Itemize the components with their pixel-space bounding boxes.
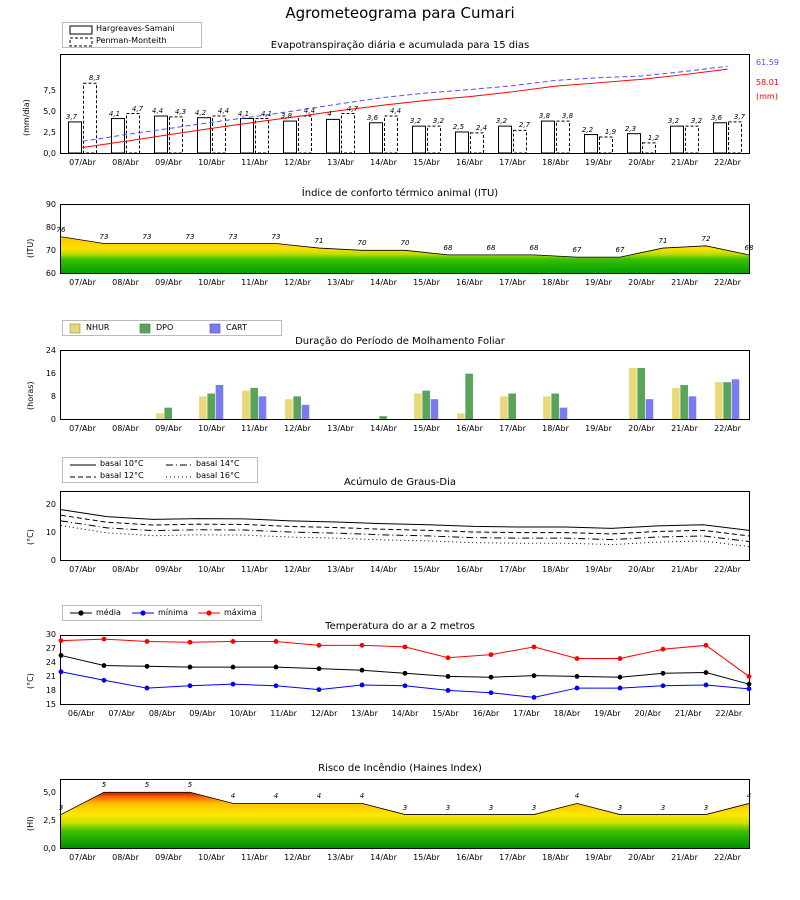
evapo-bar-label-penman: 8,3 — [88, 74, 101, 83]
itu-point-label: 76 — [56, 225, 66, 234]
incendio-ylabel: (HI) — [26, 816, 35, 831]
x-tick-label: 19/Abr — [585, 565, 612, 574]
x-tick-label: 11/Abr — [241, 158, 268, 167]
evapo-bar-label-penman: 2,7 — [518, 121, 531, 130]
evapo-bar-label-penman: 3,2 — [432, 117, 445, 126]
evapo-bar-label-penman: 4,7 — [346, 104, 359, 113]
molhamento-ytick-1: 8 — [50, 392, 56, 401]
incendio-svg — [0, 755, 800, 885]
itu-ytick-2: 80 — [45, 223, 56, 232]
x-tick-label: 20/Abr — [628, 278, 655, 287]
x-tick-label: 07/Abr — [69, 158, 96, 167]
evapo-bar-label-penman: 4,1 — [260, 109, 273, 118]
incendio-ytick-1: 2,5 — [43, 816, 56, 825]
itu-point-label: 68 — [443, 243, 453, 252]
x-tick-label: 17/Abr — [499, 158, 526, 167]
evapo-accum-penman: 61.59 — [756, 58, 779, 67]
x-tick-label: 16/Abr — [456, 158, 483, 167]
x-tick-label: 16/Abr — [456, 424, 483, 433]
x-tick-label: 07/Abr — [69, 278, 96, 287]
molhamento-legend-label-0: NHUR — [86, 323, 110, 332]
incendio-point-label: 3 — [445, 803, 451, 812]
incendio-point-label: 3 — [402, 803, 408, 812]
x-tick-label: 09/Abr — [155, 424, 182, 433]
evapo-bar-label-penman: 4,4 — [389, 107, 402, 116]
x-tick-label: 12/Abr — [284, 158, 311, 167]
incendio-point-label: 4 — [230, 792, 236, 801]
x-tick-label: 18/Abr — [542, 278, 569, 287]
graus-ytick-2: 20 — [45, 500, 56, 509]
molhamento-legend-label-2: CART — [226, 323, 247, 332]
temp-ytick-4: 27 — [45, 644, 56, 653]
panel-molhamento — [0, 318, 800, 438]
temp-ytick-1: 18 — [45, 686, 56, 695]
evapo-title: Evapotranspiração diária e acumulada para 15 dias — [270, 40, 530, 51]
x-tick-label: 08/Abr — [112, 853, 139, 862]
x-tick-label: 15/Abr — [432, 709, 459, 718]
evapo-bar-label-penman: 3,7 — [733, 112, 746, 121]
x-tick-label: 08/Abr — [112, 278, 139, 287]
incendio-point-label: 5 — [144, 781, 150, 790]
evapo-bar-label-penman: 3,2 — [690, 117, 703, 126]
itu-point-label: 73 — [185, 232, 195, 241]
x-tick-label: 22/Abr — [714, 158, 741, 167]
x-tick-label: 10/Abr — [198, 158, 225, 167]
temp-title: Temperatura do ar a 2 metros — [325, 621, 475, 632]
evapo-bar-label-hargreaves: 4,2 — [194, 108, 207, 117]
incendio-point-label: 3 — [488, 803, 494, 812]
graus-legend-symbols — [62, 457, 282, 487]
x-tick-label: 14/Abr — [391, 709, 419, 718]
x-tick-label: 11/Abr — [241, 853, 268, 862]
x-tick-label: 11/Abr — [241, 424, 268, 433]
x-tick-label: 20/Abr — [628, 565, 655, 574]
x-tick-label: 08/Abr — [112, 565, 139, 574]
x-tick-label: 22/Abr — [714, 565, 741, 574]
incendio-point-label: 4 — [316, 792, 322, 801]
x-tick-label: 21/Abr — [671, 158, 698, 167]
incendio-ytick-2: 5,0 — [43, 788, 56, 797]
evapo-bar-label-hargreaves: 3,2 — [667, 117, 680, 126]
incendio-point-label: 3 — [617, 803, 623, 812]
incendio-point-label: 4 — [359, 792, 365, 801]
x-tick-label: 18/Abr — [542, 565, 569, 574]
incendio-point-label: 3 — [531, 803, 537, 812]
x-tick-label: 19/Abr — [585, 278, 612, 287]
evapo-bar-label-penman: 1,9 — [604, 128, 617, 137]
x-tick-label: 14/Abr — [370, 278, 397, 287]
x-tick-label: 19/Abr — [585, 158, 612, 167]
x-tick-label: 18/Abr — [542, 424, 569, 433]
x-tick-label: 21/Abr — [671, 278, 698, 287]
x-tick-label: 11/Abr — [270, 709, 297, 718]
molhamento-title: Duração do Período de Molhamento Foliar — [295, 336, 505, 347]
evapo-bar-label-hargreaves: 4,1 — [237, 109, 250, 118]
incendio-point-label: 3 — [660, 803, 666, 812]
x-tick-label: 22/Abr — [715, 709, 743, 718]
evapo-legend-label-0: Hargreaves-Samani — [96, 24, 175, 33]
evapo-bar-label-hargreaves: 4 — [327, 110, 332, 119]
incendio-point-label: 4 — [574, 792, 580, 801]
panel-itu — [0, 188, 800, 298]
x-tick-label: 12/Abr — [284, 853, 311, 862]
temp-legend-label-0: média — [96, 608, 121, 617]
incendio-point-label: 3 — [58, 803, 64, 812]
x-tick-label: 10/Abr — [198, 424, 225, 433]
x-tick-label: 15/Abr — [413, 424, 440, 433]
graus-ytick-1: 10 — [45, 528, 56, 537]
x-tick-label: 11/Abr — [241, 278, 268, 287]
x-tick-label: 13/Abr — [327, 278, 354, 287]
temp-ytick-2: 21 — [45, 672, 56, 681]
x-tick-label: 19/Abr — [585, 853, 612, 862]
x-tick-label: 18/Abr — [542, 158, 569, 167]
itu-point-label: 70 — [400, 239, 410, 248]
evapo-bar-label-hargreaves: 2,3 — [624, 124, 637, 133]
incendio-point-label: 3 — [703, 803, 709, 812]
evapo-bar-label-penman: 4,7 — [131, 104, 144, 113]
itu-point-label: 71 — [658, 237, 668, 246]
x-tick-label: 14/Abr — [370, 158, 397, 167]
itu-point-label: 68 — [529, 243, 539, 252]
x-tick-label: 10/Abr — [229, 709, 257, 718]
x-tick-label: 21/Abr — [671, 424, 698, 433]
molhamento-ylabel: (horas) — [26, 381, 35, 410]
temp-legend-label-2: máxima — [224, 608, 257, 617]
x-tick-label: 07/Abr — [69, 565, 96, 574]
incendio-point-label: 5 — [187, 781, 193, 790]
itu-ylabel: (ITU) — [26, 238, 35, 258]
itu-point-label: 68 — [744, 243, 754, 252]
x-tick-label: 21/Abr — [671, 565, 698, 574]
incendio-ytick-0: 0,0 — [43, 844, 56, 853]
panel-graus-dia — [0, 455, 800, 585]
incendio-point-label: 5 — [101, 781, 107, 790]
temp-ytick-5: 30 — [45, 630, 56, 639]
itu-point-label: 67 — [615, 246, 625, 255]
molhamento-legend-label-1: DPO — [156, 323, 174, 332]
x-tick-label: 16/Abr — [456, 565, 483, 574]
evapo-accum-hargreaves: 58.01 — [756, 78, 779, 87]
x-tick-label: 07/Abr — [69, 853, 96, 862]
x-tick-label: 17/Abr — [499, 565, 526, 574]
panel-incendio — [0, 755, 800, 885]
x-tick-label: 19/Abr — [585, 424, 612, 433]
evapo-bar-label-hargreaves: 3,8 — [280, 112, 293, 121]
x-tick-label: 16/Abr — [456, 853, 483, 862]
x-tick-label: 13/Abr — [351, 709, 378, 718]
x-tick-label: 15/Abr — [413, 565, 440, 574]
evapo-ytick-0: 0,0 — [43, 149, 56, 158]
evapo-bar-label-hargreaves: 3,6 — [710, 113, 723, 122]
x-tick-label: 13/Abr — [327, 158, 354, 167]
evapo-bar-label-hargreaves: 3,2 — [409, 117, 422, 126]
x-tick-label: 14/Abr — [370, 853, 397, 862]
x-tick-label: 12/Abr — [284, 424, 311, 433]
x-tick-label: 18/Abr — [553, 709, 581, 718]
evapo-bar-label-penman: 1,2 — [647, 133, 660, 142]
itu-point-label: 73 — [271, 232, 281, 241]
x-tick-label: 11/Abr — [241, 565, 268, 574]
x-tick-label: 08/Abr — [112, 158, 139, 167]
itu-point-label: 72 — [701, 234, 711, 243]
evapo-bar-label-penman: 2,4 — [475, 123, 488, 132]
x-tick-label: 13/Abr — [327, 565, 354, 574]
itu-ytick-1: 70 — [45, 246, 56, 255]
x-tick-label: 08/Abr — [112, 424, 139, 433]
itu-point-label: 73 — [228, 232, 238, 241]
x-tick-label: 09/Abr — [155, 853, 182, 862]
x-tick-label: 17/Abr — [513, 709, 540, 718]
x-tick-label: 20/Abr — [628, 424, 655, 433]
x-tick-label: 12/Abr — [284, 565, 311, 574]
graus-ytick-0: 0 — [50, 556, 56, 565]
x-tick-label: 16/Abr — [456, 278, 483, 287]
x-tick-label: 22/Abr — [714, 278, 741, 287]
evapo-accum-unit: (mm) — [756, 92, 778, 101]
evapo-legend-label-1: Penman-Monteith — [96, 36, 167, 45]
x-tick-label: 10/Abr — [198, 278, 225, 287]
x-tick-label: 07/Abr — [108, 709, 136, 718]
evapo-bar-label-hargreaves: 4,1 — [108, 109, 121, 118]
x-tick-label: 08/Abr — [148, 709, 176, 718]
page-title: Agrometeograma para Cumari — [285, 4, 515, 22]
x-tick-label: 18/Abr — [542, 853, 569, 862]
graus-legend-label-2: basal 14°C — [196, 459, 240, 468]
evapo-ytick-1: 2,5 — [43, 128, 56, 137]
x-tick-label: 17/Abr — [499, 424, 526, 433]
molhamento-ytick-0: 0 — [50, 415, 56, 424]
itu-ytick-0: 60 — [45, 269, 56, 278]
itu-title: Índice de conforto térmico animal (ITU) — [301, 188, 499, 199]
x-tick-label: 22/Abr — [714, 853, 741, 862]
x-tick-label: 09/Abr — [189, 709, 216, 718]
x-tick-label: 15/Abr — [413, 853, 440, 862]
x-tick-label: 20/Abr — [628, 158, 655, 167]
itu-point-label: 67 — [572, 246, 582, 255]
x-tick-label: 12/Abr — [284, 278, 311, 287]
itu-point-label: 68 — [486, 243, 496, 252]
molhamento-ytick-2: 16 — [45, 369, 56, 378]
evapo-bar-label-hargreaves: 3,7 — [65, 112, 78, 121]
temp-ytick-3: 24 — [45, 658, 56, 667]
itu-point-label: 71 — [314, 237, 324, 246]
x-tick-label: 16/Abr — [472, 709, 500, 718]
evapo-bar-label-hargreaves: 4,4 — [151, 107, 164, 116]
evapo-bar-label-hargreaves: 3,6 — [366, 113, 379, 122]
evapo-bar-label-hargreaves: 3,8 — [538, 112, 551, 121]
temp-legend-label-1: mínima — [158, 608, 189, 617]
temp-ytick-0: 15 — [45, 700, 56, 709]
x-tick-label: 20/Abr — [634, 709, 662, 718]
graus-legend-label-1: basal 12°C — [100, 471, 144, 480]
itu-point-label: 70 — [357, 239, 367, 248]
x-tick-label: 14/Abr — [370, 424, 397, 433]
graus-legend-label-0: basal 10°C — [100, 459, 144, 468]
evapo-bar-label-penman: 4,3 — [174, 107, 187, 116]
x-tick-label: 13/Abr — [327, 853, 354, 862]
x-tick-label: 17/Abr — [499, 853, 526, 862]
itu-ytick-3: 90 — [45, 200, 56, 209]
evapo-ytick-3: 7,5 — [43, 86, 56, 95]
panel-temperatura — [0, 605, 800, 735]
x-tick-label: 10/Abr — [198, 853, 225, 862]
evapo-bar-label-penman: 4,4 — [217, 107, 230, 116]
x-tick-label: 21/Abr — [674, 709, 702, 718]
x-tick-label: 17/Abr — [499, 278, 526, 287]
x-tick-label: 14/Abr — [370, 565, 397, 574]
incendio-title: Risco de Incêndio (Haines Index) — [318, 763, 482, 774]
evapo-bar-label-penman: 4,4 — [303, 107, 316, 116]
x-tick-label: 10/Abr — [198, 565, 225, 574]
graus-legend-label-3: basal 16°C — [196, 471, 240, 480]
incendio-point-label: 4 — [746, 792, 752, 801]
temp-ylabel: (°C) — [26, 673, 35, 689]
x-tick-label: 09/Abr — [155, 158, 182, 167]
x-tick-label: 09/Abr — [155, 278, 182, 287]
x-tick-label: 19/Abr — [593, 709, 621, 718]
evapo-ytick-2: 5,0 — [43, 107, 56, 116]
evapo-bar-label-penman: 3,8 — [561, 112, 574, 121]
x-tick-label: 15/Abr — [413, 158, 440, 167]
evapo-bar-label-hargreaves: 2,5 — [452, 123, 465, 131]
x-tick-label: 20/Abr — [628, 853, 655, 862]
evapo-bar-label-hargreaves: 2,2 — [581, 125, 594, 134]
x-tick-label: 09/Abr — [155, 565, 182, 574]
evapo-bar-label-hargreaves: 3,2 — [495, 117, 508, 126]
itu-point-label: 73 — [99, 232, 109, 241]
x-tick-label: 07/Abr — [69, 424, 96, 433]
itu-point-label: 73 — [142, 232, 152, 241]
graus-title: Acúmulo de Graus-Dia — [343, 477, 457, 488]
evapo-ylabel: (mm/dia) — [22, 99, 31, 136]
x-tick-label: 06/Abr — [67, 709, 95, 718]
graus-ylabel: (°C) — [26, 529, 35, 545]
x-tick-label: 15/Abr — [413, 278, 440, 287]
x-tick-label: 13/Abr — [327, 424, 354, 433]
incendio-point-label: 4 — [273, 792, 279, 801]
x-tick-label: 21/Abr — [671, 853, 698, 862]
x-tick-label: 12/Abr — [310, 709, 338, 718]
panel-evapotranspiracao — [0, 18, 800, 168]
molhamento-ytick-3: 24 — [45, 346, 56, 355]
x-tick-label: 22/Abr — [714, 424, 741, 433]
